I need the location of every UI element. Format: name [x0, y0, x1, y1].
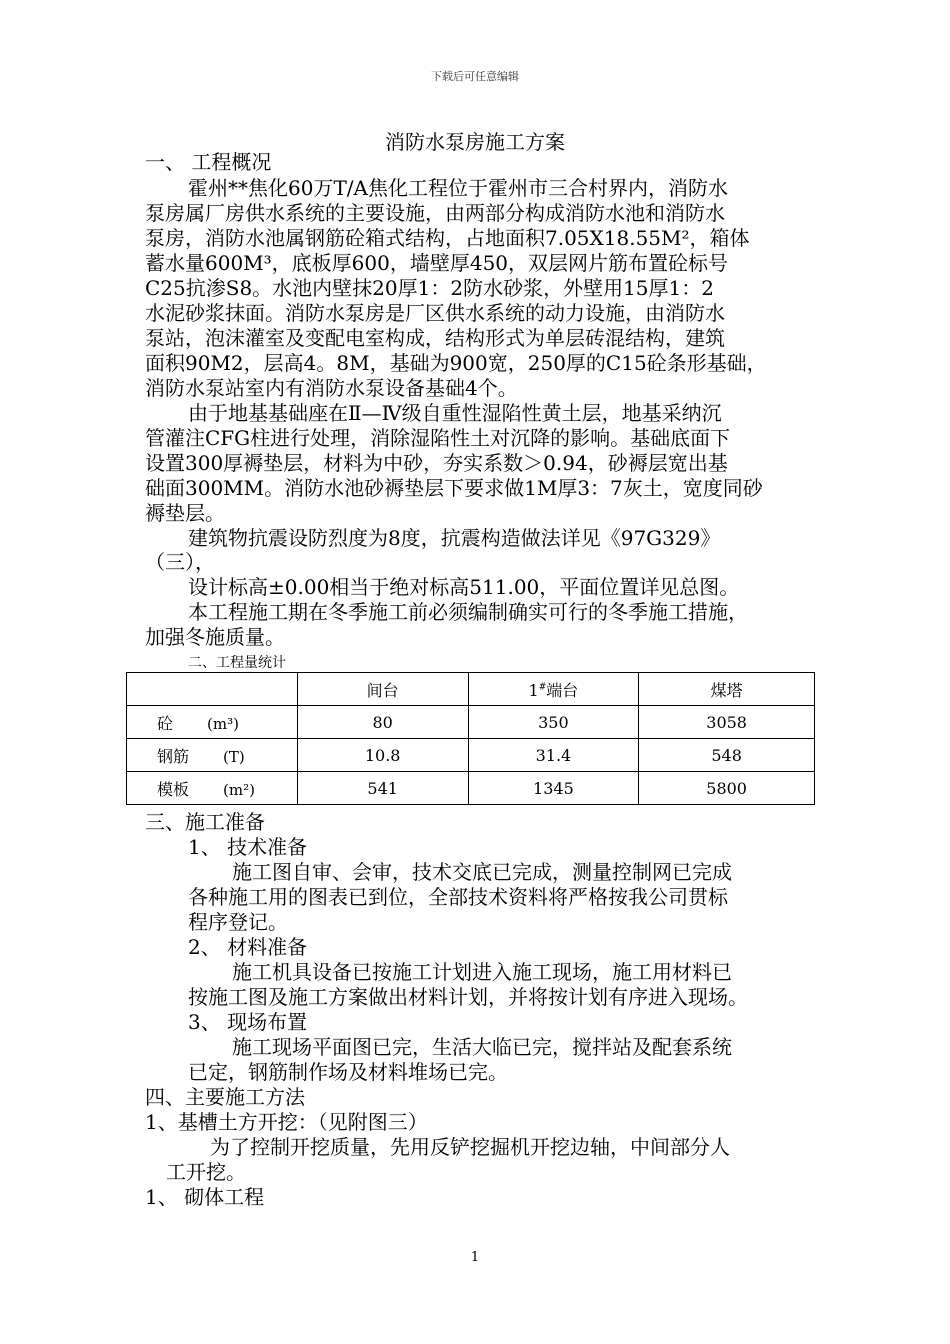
row-name: 模板 — [157, 779, 190, 799]
body-line: （三）， — [145, 550, 215, 574]
row-label — [127, 706, 298, 739]
body-line: 施工图自审、会审，技术交底已完成，测量控制网已完成 — [232, 860, 732, 884]
table-cell: 5800 — [639, 772, 815, 805]
table-row — [127, 706, 815, 739]
body-line: 按施工图及施工方案做出材料计划，并将按计划有序进入现场。 — [188, 985, 748, 1009]
section-heading: 四、主要施工方法 — [145, 1085, 305, 1109]
table-cell: 350 — [468, 706, 639, 739]
body-line: 消防水泵站室内有消防水泵设备基础4个。 — [145, 376, 518, 400]
document-title: 消防水泵房施工方案 — [385, 130, 565, 154]
body-line: 蓄水量600M³，底板厚600，墙壁厚450，双层网片筋布置砼标号 — [145, 251, 729, 275]
body-line: 程序登记。 — [188, 910, 288, 934]
body-line: 加强冬施质量。 — [145, 625, 285, 649]
page-header: 下载后可任意编辑 — [431, 70, 519, 83]
body-line: 本工程施工期在冬季施工前必须编制确实可行的冬季施工措施， — [188, 600, 748, 624]
table-row — [127, 772, 815, 805]
row-name: 钢筋 — [157, 746, 190, 766]
body-line: 设置300厚褥垫层，材料为中砂，夯实系数＞0.94，砂褥层宽出基 — [145, 451, 728, 475]
table-cell: 548 — [639, 739, 815, 772]
body-line: 各种施工用的图表已到位，全部技术资料将严格按我公司贯标 — [188, 885, 728, 909]
body-line: 施工机具设备已按施工计划进入施工现场，施工用材料已 — [232, 960, 732, 984]
table-cell: 80 — [297, 706, 468, 739]
section-heading: 三、施工准备 — [145, 810, 265, 834]
row-label — [127, 739, 298, 772]
table-cell: 10.8 — [297, 739, 468, 772]
body-line: 面积90M2，层高4。8M，基础为900宽，250厚的C15砼条形基础， — [145, 351, 767, 375]
body-line: 泵房属厂房供水系统的主要设施，由两部分构成消防水池和消防水 — [145, 201, 725, 225]
table-header-cell: 煤塔 — [639, 673, 815, 706]
table-header-cell: 间台 — [297, 673, 468, 706]
table-row — [127, 739, 815, 772]
body-line: 工开挖。 — [166, 1160, 246, 1184]
table-cell: 3058 — [639, 706, 815, 739]
body-line: 施工现场平面图已完，生活大临已完，搅拌站及配套系统 — [232, 1035, 732, 1059]
table-caption: 二、工程量统计 — [188, 655, 286, 671]
quantity-table — [126, 672, 815, 805]
row-name: 砼 — [157, 713, 174, 733]
subsection-heading: 1、基槽土方开挖：（见附图三） — [145, 1110, 428, 1134]
row-unit: (m³) — [207, 714, 239, 733]
table-cell: 31.4 — [468, 739, 639, 772]
subsection-heading: 3、 现场布置 — [188, 1010, 308, 1034]
subsection-heading: 2、 材料准备 — [188, 935, 308, 959]
body-line: 管灌注CFG柱进行处理，消除湿陷性土对沉降的影响。基础底面下 — [145, 426, 731, 450]
row-unit: (m²) — [223, 780, 255, 799]
body-line: 褥垫层。 — [145, 501, 225, 525]
subsection-heading: 1、 砌体工程 — [145, 1185, 265, 1209]
body-line: 础面300MM。消防水池砂褥垫层下要求做1M厚3：7灰土，宽度同砂 — [145, 476, 763, 500]
table-header-row — [127, 673, 815, 706]
body-line: 泵站，泡沫灌室及变配电室构成，结构形式为单层砖混结构，建筑 — [145, 326, 725, 350]
body-line: 霍州**焦化60万T/A焦化工程位于霍州市三合村界内，消防水 — [188, 176, 728, 200]
body-line: 建筑物抗震设防烈度为8度，抗震构造做法详见《97G329》 — [188, 526, 721, 550]
row-label — [127, 772, 298, 805]
table-cell: 541 — [297, 772, 468, 805]
body-line: 由于地基基础座在Ⅱ—Ⅳ级自重性湿陷性黄土层，地基采纳沉 — [188, 401, 722, 425]
subsection-heading: 1、 技术准备 — [188, 835, 308, 859]
body-line: C25抗渗S8。水池内壁抹20厚1：2防水砂浆，外壁用15厚1：2 — [145, 276, 714, 300]
body-line: 水泥砂浆抹面。消防水泵房是厂区供水系统的动力设施，由消防水 — [145, 301, 725, 325]
row-unit: (T) — [223, 747, 245, 766]
table-header-cell: 1#端台 — [468, 673, 639, 706]
body-line: 设计标高±0.00相当于绝对标高511.00，平面位置详见总图。 — [188, 575, 740, 599]
table-header-cell — [127, 673, 298, 706]
section-heading: 一、 工程概况 — [145, 150, 272, 174]
body-line: 为了控制开挖质量，先用反铲挖掘机开挖边轴，中间部分人 — [210, 1135, 730, 1159]
table-cell: 1345 — [468, 772, 639, 805]
page-number: 1 — [470, 1250, 480, 1265]
body-line: 已定，钢筋制作场及材料堆场已完。 — [188, 1060, 508, 1084]
body-line: 泵房，消防水池属钢筋砼箱式结构，占地面积7.05X18.55M²，箱体 — [145, 226, 750, 250]
